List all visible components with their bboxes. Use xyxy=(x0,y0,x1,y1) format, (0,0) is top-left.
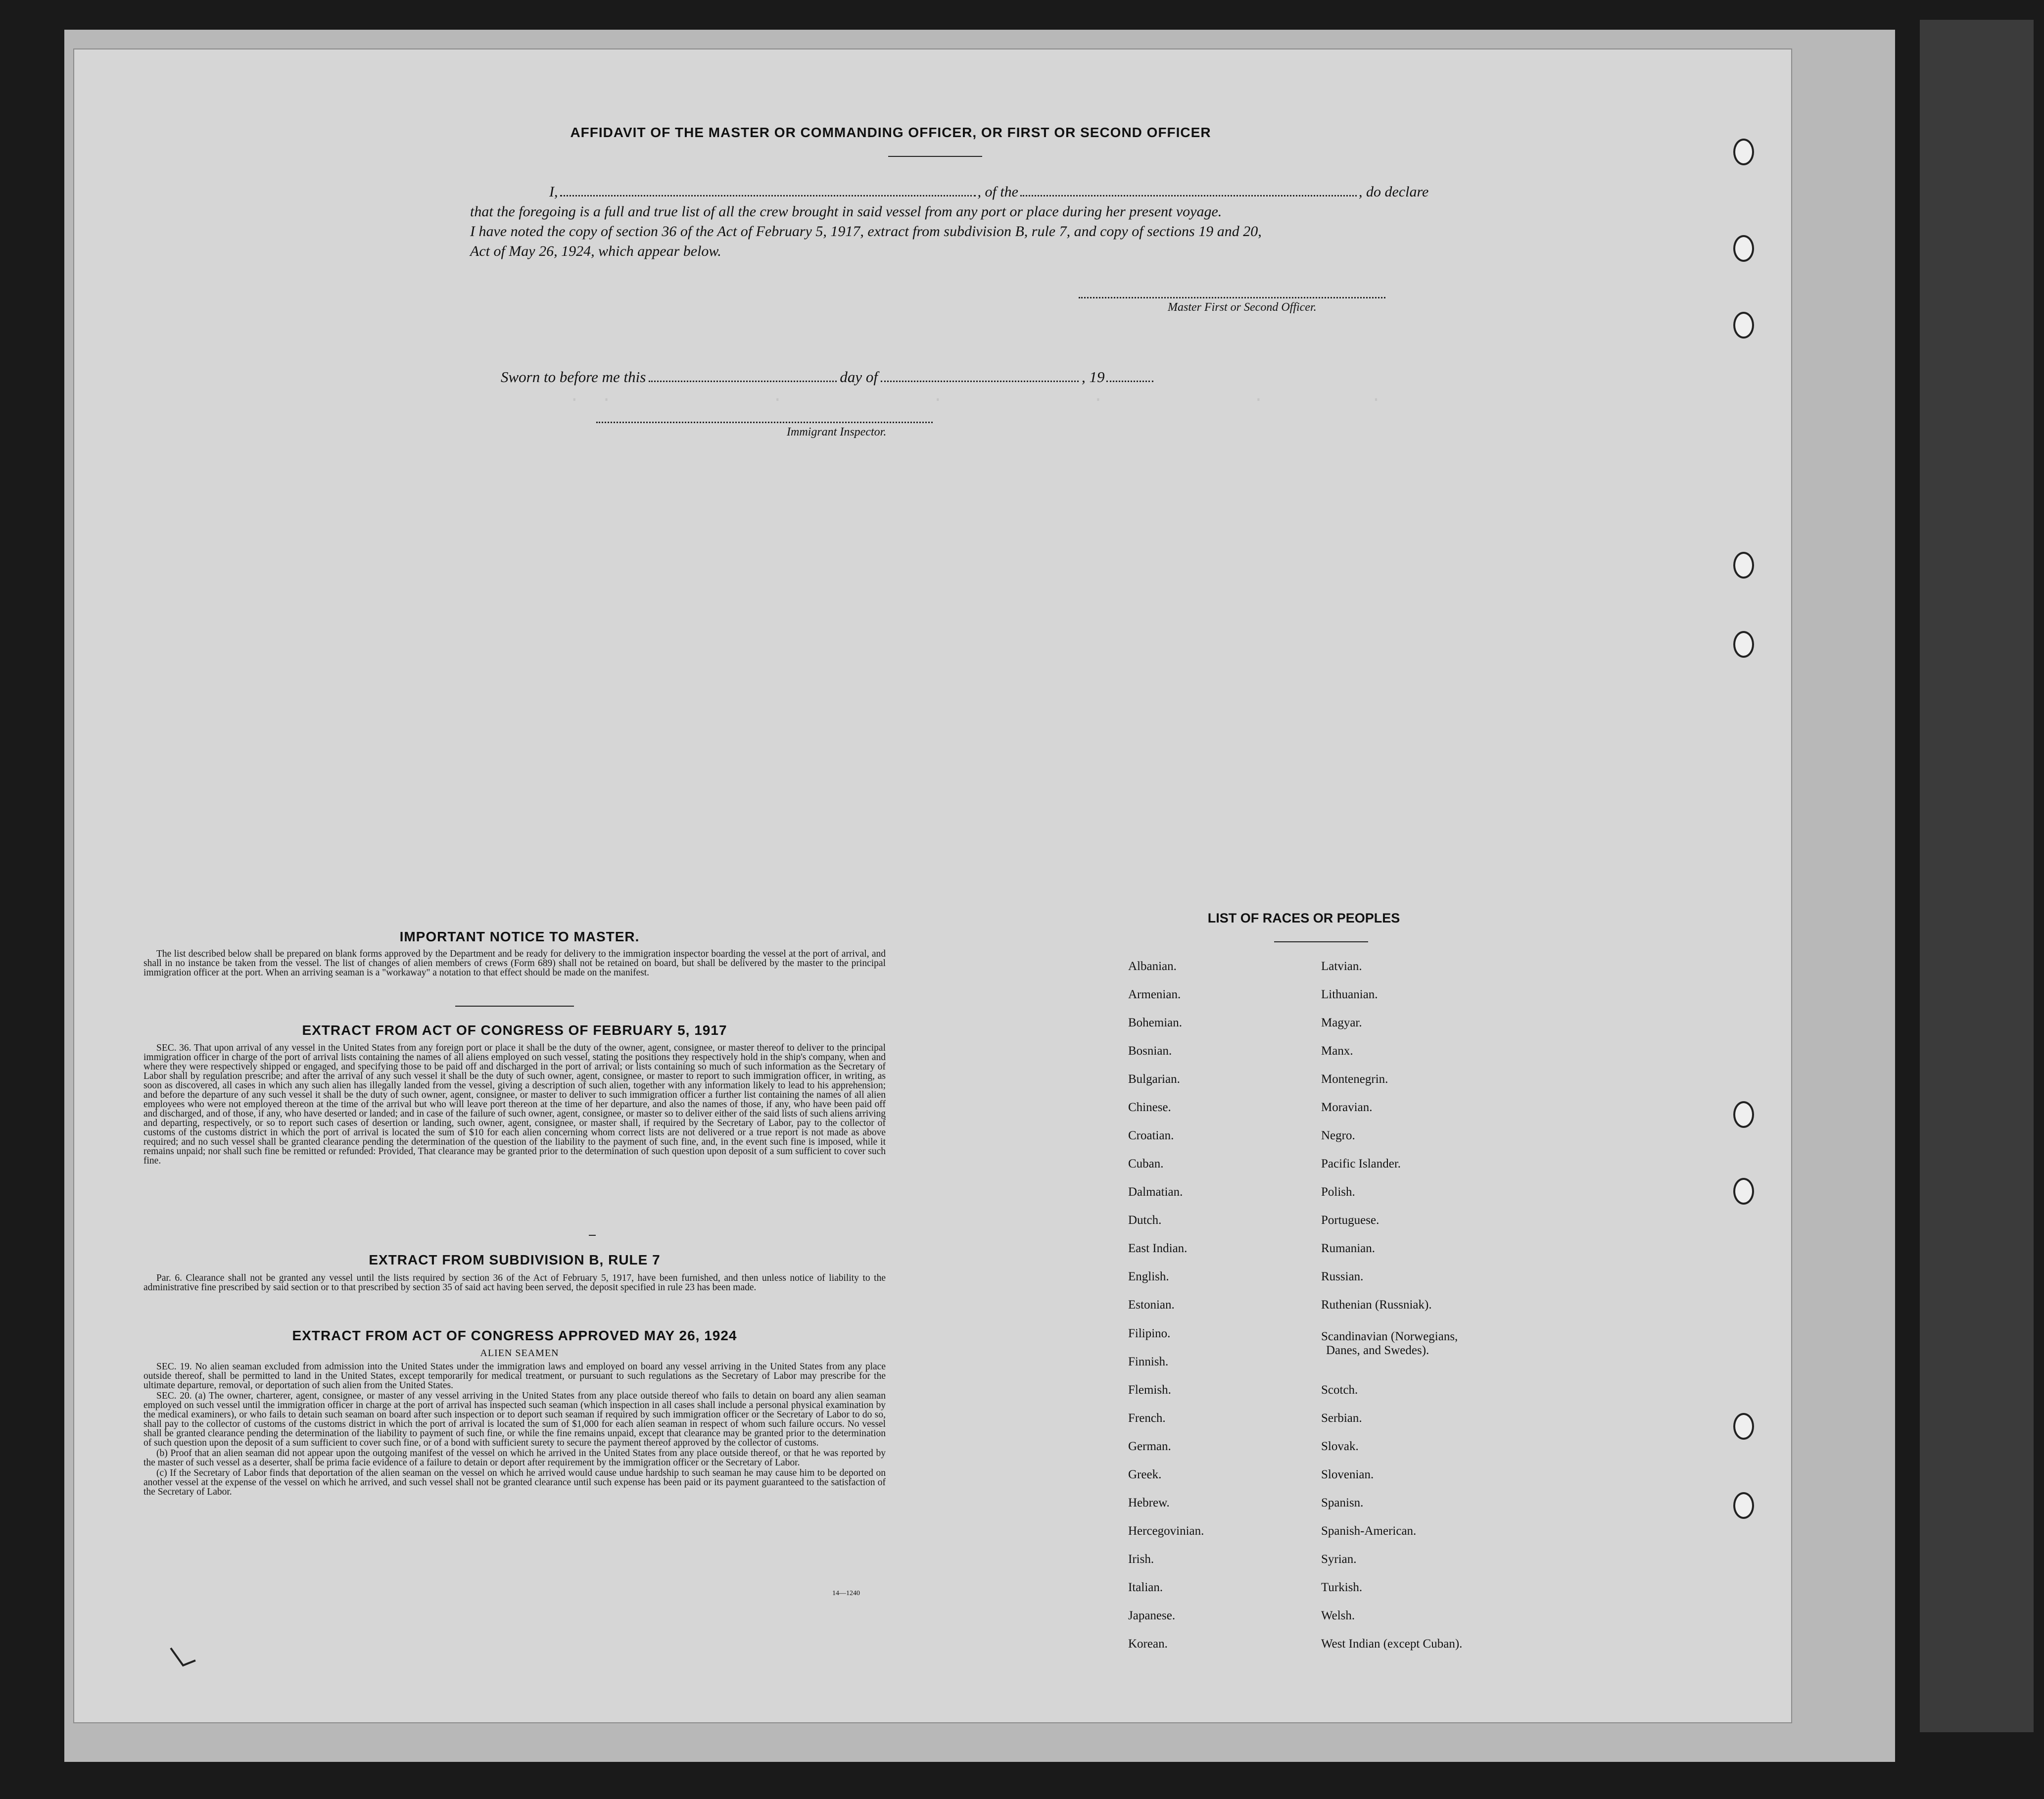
race-item: Estonian. xyxy=(1128,1298,1175,1312)
race-item: Ruthenian (Russniak). xyxy=(1321,1298,1432,1312)
race-item: Irish. xyxy=(1128,1553,1154,1566)
race-item: Moravian. xyxy=(1321,1101,1373,1114)
race-item: Greek. xyxy=(1128,1468,1162,1481)
race-item: Spanish-American. xyxy=(1321,1524,1417,1538)
race-item: Scandinavian (Norwegians, xyxy=(1321,1330,1458,1343)
extract-1924-title: EXTRACT FROM ACT OF CONGRESS APPROVED MAY 26, 1924 xyxy=(292,1328,737,1343)
race-item: Armenian. xyxy=(1128,988,1181,1001)
race-item: Flemish. xyxy=(1128,1383,1171,1397)
form-number: 14—1240 xyxy=(832,1590,860,1597)
race-item: Dutch. xyxy=(1128,1214,1162,1227)
declaration-line-2: that the foregoing is a full and true list of all the crew brought in said vessel from any port or place during her present voyage. xyxy=(470,203,1222,220)
race-item: Portuguese. xyxy=(1321,1214,1379,1227)
extract-rule7-title: EXTRACT FROM SUBDIVISION B, RULE 7 xyxy=(369,1252,661,1267)
master-signature-label: Master First or Second Officer. xyxy=(1168,301,1317,314)
extract-1924-subtitle: ALIEN SEAMEN xyxy=(480,1348,559,1359)
affidavit-title: AFFIDAVIT OF THE MASTER OR COMMANDING OFFICER, OR FIRST OR SECOND OFFICER xyxy=(570,125,1211,140)
race-item: Japanese. xyxy=(1128,1609,1176,1622)
divider xyxy=(888,156,982,157)
race-item: Magyar. xyxy=(1321,1016,1362,1029)
binder-hole xyxy=(1733,235,1754,262)
race-item: Scotch. xyxy=(1321,1383,1358,1397)
race-item: Slovenian. xyxy=(1321,1468,1374,1481)
extract-1917-body: SEC. 36. That upon arrival of any vessel in the United States from any foreign port or place it shall be the duty of the owner, agent, consignee, or master thereof to deliver to the principal immigration officer in charge of the port of arrival lists containing the names of all aliens employed on such vessel, stating the positions they respectively hold in the ship's company, when and where they were respectively shipped or engaged, and specifying those to be paid off and discharged in the port of arrival; or lists containing so much of such information as the Secretary of Labor shall by regulation prescribe; and after the arrival of any such vessel it shall be the duty of such owner, agent, consignee, or master to report to such immigration officer, in writing, as soon as discovered, all cases in which any such alien has illegally landed from the vessel, giving a description of such alien, together with any information likely to lead to his apprehension; and before the departure of any such vessel it shall be the duty of such owner, agent, consignee, or master to deliver to such immigration officer a further list containing the names of all alien employees who were not employed thereon at the time of the arrival but who will leave port thereon at the time of her departure, and also the names of those, if any, who have been paid off and discharged, and of those, if any, who have deserted or landed; and in case of the failure of such owner, agent, consignee, or master so to deliver either of the said lists of such aliens arriving and departing, respectively, or so to report such cases of desertion or landing, such owner, agent, consignee, or master shall, if required by the Secretary of Labor, pay to the collector of customs of the customs district in which the port of arrival is located the sum of $10 for each alien concerning whom correct lists are not delivered or a true report is not made as above required; and no such vessel shall be granted clearance pending the determination of the question of the liability to the payment of such fine, and, in the event such fine is imposed, while it remains unpaid; nor shall such fine be remitted or refunded: Provided, That clearance may be granted prior to the determination of such question upon deposit of a sum sufficient to cover such fine. xyxy=(143,1043,886,1166)
sworn-line xyxy=(501,368,1243,386)
race-item: Polish. xyxy=(1321,1185,1355,1199)
master-signature-line[interactable] xyxy=(1079,297,1385,298)
binder-hole xyxy=(1733,1178,1754,1205)
race-item: Finnish. xyxy=(1128,1355,1169,1368)
inspector-signature-line[interactable] xyxy=(596,422,933,423)
binder-hole xyxy=(1733,312,1754,339)
extract-rule7-text xyxy=(143,1273,886,1293)
race-item: Cuban. xyxy=(1128,1157,1164,1170)
race-item: Croatian. xyxy=(1128,1129,1174,1142)
race-item: East Indian. xyxy=(1128,1242,1188,1255)
sworn-prefix: Sworn to before me this xyxy=(501,368,646,386)
section-20a: SEC. 20. (a) The owner, charterer, agent, consignee, or master of any vessel arriving in the United States from any place outside thereof who fails to detain on board any alien seaman employed on such vessel until the immigration officer in charge at the port of arrival has inspected such seaman (which inspection in all cases shall include a personal physical examination by the medical examiners), or who fails to detain such seaman on board after such inspection or to deport such seaman if required by such immigration officer or the Secretary of Labor to do so, shall pay to the collector of customs of the customs district in which the port of arrival is located the sum of $1,000 for each alien seaman in respect of whom such failure occurs. No vessel shall be granted clearance pending the determination of the liability to payment of such fine, or while the fine remains unpaid, except that clearance may be granted prior to the determination of such question upon the deposit of a sum sufficient to cover such fine, or of a bond with sufficient surety to secure the payment thereof approved by the collector of customs. xyxy=(143,1391,886,1448)
vessel-blank[interactable] xyxy=(1020,184,1357,196)
binder-hole xyxy=(1733,552,1754,579)
extract-rule7-body: Par. 6. Clearance shall not be granted any vessel until the lists required by section 36 of the Act of February 5, 1917, have been furnished, and then unless notice of liability to the administrative fine prescribed by said section or to that prescribed by section 35 of said act having been served, the deposit specified in rule 23 has been made. xyxy=(143,1273,886,1293)
month-blank[interactable] xyxy=(881,370,1079,382)
day-blank[interactable] xyxy=(649,370,837,382)
inspector-signature-label: Immigrant Inspector. xyxy=(787,426,887,438)
handwritten-mark xyxy=(168,1646,198,1670)
race-item: Negro. xyxy=(1321,1129,1355,1142)
race-item: Syrian. xyxy=(1321,1553,1357,1566)
race-item: Filipino. xyxy=(1128,1327,1171,1340)
race-item: Italian. xyxy=(1128,1581,1163,1594)
race-item: English. xyxy=(1128,1270,1169,1283)
race-item: Serbian. xyxy=(1321,1411,1362,1425)
binder-hole xyxy=(1733,1492,1754,1519)
extract-1924-text xyxy=(143,1362,886,1498)
race-item: Russian. xyxy=(1321,1270,1364,1283)
name-blank[interactable] xyxy=(560,184,976,196)
declaration-line-3: I have noted the copy of section 36 of the Act of February 5, 1917, extract from subdivision B, rule 7, and copy of sections 19 and 20, xyxy=(470,223,1262,240)
affidavit-declaration xyxy=(470,182,1455,261)
declaration-line-1 xyxy=(470,182,1455,202)
race-item: German. xyxy=(1128,1440,1171,1453)
race-item: Montenegrin. xyxy=(1321,1072,1388,1086)
race-item: Slovak. xyxy=(1321,1440,1359,1453)
race-item: West Indian (except Cuban). xyxy=(1321,1637,1463,1651)
race-item: Albanian. xyxy=(1128,960,1177,973)
race-item: Korean. xyxy=(1128,1637,1168,1651)
race-item: Lithuanian. xyxy=(1321,988,1378,1001)
divider xyxy=(589,1235,596,1236)
sworn-year: , 19 xyxy=(1081,368,1105,386)
race-item: Latvian. xyxy=(1321,960,1362,973)
background-sheet xyxy=(1920,20,2034,1732)
race-item: Spanisn. xyxy=(1321,1496,1364,1509)
race-item: Hercegovinian. xyxy=(1128,1524,1204,1538)
section-20b: (b) Proof that an alien seaman did not appear upon the outgoing manifest of the vessel on which he arrived in the United States from any place outside thereof, or that he was reported by the master of such vessel as a deserter, shall be prima facie evidence of a failure to detain or deport after requirement by the immigration officer or the Secretary of Labor. xyxy=(143,1448,886,1468)
race-item: Turkish. xyxy=(1321,1581,1363,1594)
race-item: Rumanian. xyxy=(1321,1242,1376,1255)
declaration-line-4: Act of May 26, 1924, which appear below. xyxy=(470,243,721,259)
race-item: Bohemian. xyxy=(1128,1016,1183,1029)
binder-hole xyxy=(1733,139,1754,165)
race-item: Dalmatian. xyxy=(1128,1185,1183,1199)
race-item: Bosnian. xyxy=(1128,1044,1172,1058)
divider xyxy=(1274,941,1368,942)
sworn-day-of: day of xyxy=(840,368,878,386)
race-item: Welsh. xyxy=(1321,1609,1355,1622)
race-item: Manx. xyxy=(1321,1044,1353,1058)
divider xyxy=(455,1006,574,1007)
notice-body: The list described below shall be prepared on blank forms approved by the Department and be ready for delivery to the immigration inspector boarding the vessel at the port of arrival, and shall in no instance be taken from the vessel. The list of changes of alien members of crews (Form 689) shall not be retained on board, but shall be delivered by the master to the principal immigration officer at the port. When an arriving seaman is a "workaway" a notation to that effect should be made on the manifest. xyxy=(143,949,886,978)
race-item: Danes, and Swedes). xyxy=(1326,1344,1429,1357)
notice-title: IMPORTANT NOTICE TO MASTER. xyxy=(399,929,640,944)
race-item: Hebrew. xyxy=(1128,1496,1170,1509)
race-item: Chinese. xyxy=(1128,1101,1171,1114)
race-item: Bulgarian. xyxy=(1128,1072,1180,1086)
section-20c: (c) If the Secretary of Labor finds that deportation of the alien seaman on the vessel on which he arrived would cause undue hardship to such seaman he may cause him to be deported on another vessel at the expense of the vessel on which he arrived, and such vessel shall not be granted clearance until such expense has been paid or its payment guaranteed to the satisfaction of the Secretary of Labor. xyxy=(143,1468,886,1497)
races-title: LIST OF RACES OR PEOPLES xyxy=(1207,911,1400,925)
notice-text xyxy=(143,949,886,978)
decl-of-the: , of the xyxy=(977,184,1018,200)
binder-hole xyxy=(1733,1101,1754,1128)
decl-do-declare: , do declare xyxy=(1359,184,1429,200)
race-item: Pacific Islander. xyxy=(1321,1157,1401,1170)
race-item: French. xyxy=(1128,1411,1166,1425)
binder-hole xyxy=(1733,631,1754,658)
year-blank[interactable] xyxy=(1106,370,1153,382)
extract-1917-title: EXTRACT FROM ACT OF CONGRESS OF FEBRUARY 5, 1917 xyxy=(302,1022,727,1038)
section-19: SEC. 19. No alien seaman excluded from admission into the United States under the immigration laws and employed on board any vessel arriving in the United States from any place outside thereof, shall be permitted to land in the United States, except temporarily for medical treatment, or pursuant to such regulations as the Secretary of Labor may prescribe for the ultimate departure, removal, or deportation of such alien from the United States. xyxy=(143,1361,886,1391)
bleed-through-text: . . . . . . . xyxy=(569,386,1381,406)
manifest-page xyxy=(74,49,1791,1722)
binder-hole xyxy=(1733,1413,1754,1440)
extract-1917-text xyxy=(143,1043,886,1167)
decl-i: I, xyxy=(549,184,558,200)
